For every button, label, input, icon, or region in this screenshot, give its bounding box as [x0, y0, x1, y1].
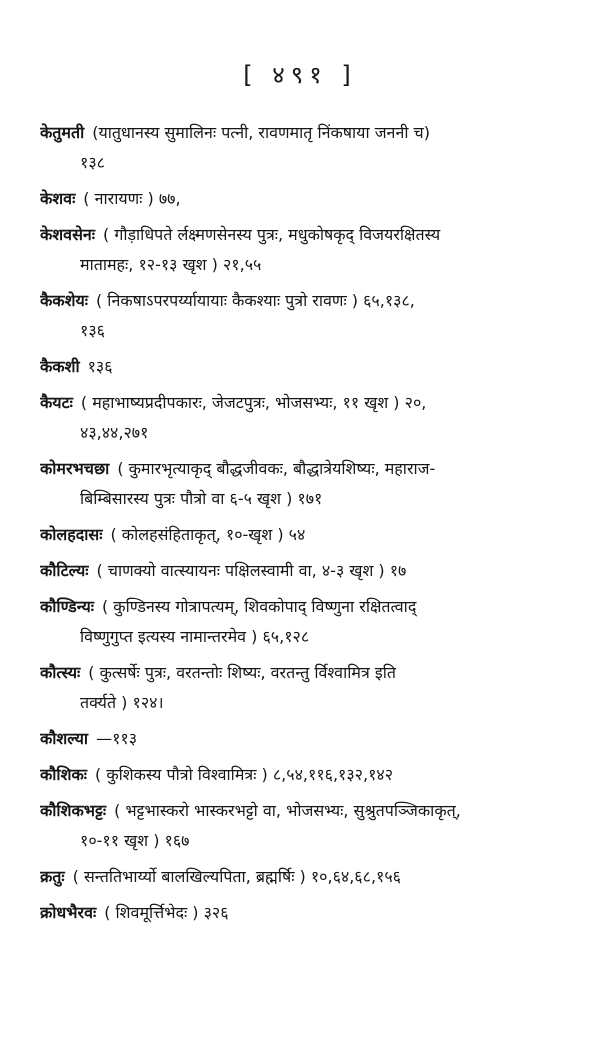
entry-headword: कौत्स्यः	[40, 663, 81, 682]
index-entry	[40, 862, 572, 892]
entry-headword: कौशिकः	[40, 765, 87, 784]
entry-headword: क्रतुः	[40, 867, 65, 886]
index-entry	[40, 454, 572, 484]
index-entry	[40, 352, 572, 382]
entry-continuation	[40, 250, 572, 280]
entry-text: ( भट्टभास्करो भास्करभट्टो वा, भोजसभ्यः, सुश्रुतपञ्जिकाकृत्,	[114, 801, 461, 820]
entry-text: १३६	[87, 357, 113, 376]
index-entry	[40, 388, 572, 418]
entry-continuation	[40, 418, 572, 448]
index-entry	[40, 724, 572, 754]
entry-text: ( कुशिकस्य पौत्रो विश्वामित्रः ) ८,५४,११६,१३२,१४२	[94, 765, 394, 784]
entry-headword: केतुमती	[40, 123, 85, 142]
entry-text: ( महाभाष्यप्रदीपकारः, जेजटपुत्रः, भोजसभ्यः, ११ खृश ) २०,	[80, 393, 427, 412]
index-entry	[40, 796, 572, 826]
entry-headword: कौशिकभट्टः	[40, 801, 107, 820]
index-entry	[40, 118, 572, 148]
entry-text: ( निकषाऽपरपर्य्यायायाः कैकश्याः पुत्रो रावणः ) ६५,१३८,	[95, 291, 415, 310]
entry-headword: केशवसेनः	[40, 225, 95, 244]
index-entry	[40, 184, 572, 214]
entry-headword: कौशल्या	[40, 729, 89, 748]
entry-text: ( कुण्डिनस्य गोत्रापत्यम्, शिवकोपाद् विष्णुना रक्षितत्वाद्	[101, 597, 417, 616]
entry-text: ( कुत्सर्षेः पुत्रः, वरतन्तोः शिष्यः, वरतन्तु र्विश्वामित्र इति	[88, 663, 396, 682]
page-number: [ ४९१ ]	[243, 61, 357, 89]
entry-text: ( कुमारभृत्याकृद् बौद्धजीवकः, बौद्धात्रेयशिष्यः, महाराज-	[117, 459, 436, 478]
index-entry	[40, 760, 572, 790]
index-entry	[40, 286, 572, 316]
entry-text: ( नारायणः ) ७७,	[83, 189, 181, 208]
entry-headword: कैकशेयः	[40, 291, 88, 310]
index-entry	[40, 520, 572, 550]
entry-text: ( कोलहसंहिताकृत्, १०-खृश ) ५४	[110, 525, 306, 544]
entry-headword: कोमरभचछा	[40, 459, 110, 478]
index-entry	[40, 556, 572, 586]
entry-headword: केशवः	[40, 189, 76, 208]
entry-headword: कैयटः	[40, 393, 73, 412]
entry-text: ( गौड़ाधिपते र्लक्ष्मणसेनस्य पुत्रः, मधुकोषकृद् विजयरक्षितस्य	[103, 225, 441, 244]
entry-headword: कैकशी	[40, 357, 80, 376]
entry-text: ( शिवमूर्त्तिभेदः ) ३२६	[104, 903, 229, 922]
entry-continuation	[40, 826, 572, 856]
entry-text: तर्क्यते ) १२४।	[80, 693, 164, 712]
index-entry	[40, 658, 572, 688]
entry-text: १३६	[80, 321, 105, 340]
index-entries	[40, 118, 572, 928]
entry-text: १०-११ खृश ) १६७	[80, 831, 190, 850]
index-entry	[40, 220, 572, 250]
entry-headword: कौण्डिन्यः	[40, 597, 94, 616]
entry-continuation	[40, 484, 572, 514]
entry-continuation	[40, 148, 572, 178]
entry-headword: कोलहदासः	[40, 525, 103, 544]
entry-text: ( सन्ततिभार्य्यो बालखिल्यपिता, ब्रह्मर्षिः ) १०,६४,६८,१५६	[72, 867, 401, 886]
entry-continuation	[40, 316, 572, 346]
index-entry	[40, 592, 572, 622]
entry-text: ( चाणक्यो वात्स्यायनः पक्षिलस्वामी वा, ४-३ खृश ) १७	[96, 561, 407, 580]
entry-text: १३८	[80, 153, 105, 172]
entry-continuation	[40, 688, 572, 718]
entry-text: विष्णुगुप्त इत्यस्य नामान्तरमेव ) ६५,१२८	[80, 627, 310, 646]
entry-headword: कौटिल्यः	[40, 561, 89, 580]
index-entry	[40, 898, 572, 928]
entry-headword: क्रोधभैरवः	[40, 903, 97, 922]
entry-text: (यातुधानस्य सुमालिनः पत्नी, रावणमातृ निंकषाया जननी च)	[92, 123, 430, 142]
entry-continuation	[40, 622, 572, 652]
entry-text: ४३,४४,२७१	[80, 423, 149, 442]
entry-text: —११३	[96, 729, 138, 748]
entry-text: मातामहः, १२-१३ खृश ) २१,५५	[80, 255, 262, 274]
entry-text: बिम्बिसारस्य पुत्रः पौत्रो वा ६-५ खृश ) १७१	[80, 489, 323, 508]
